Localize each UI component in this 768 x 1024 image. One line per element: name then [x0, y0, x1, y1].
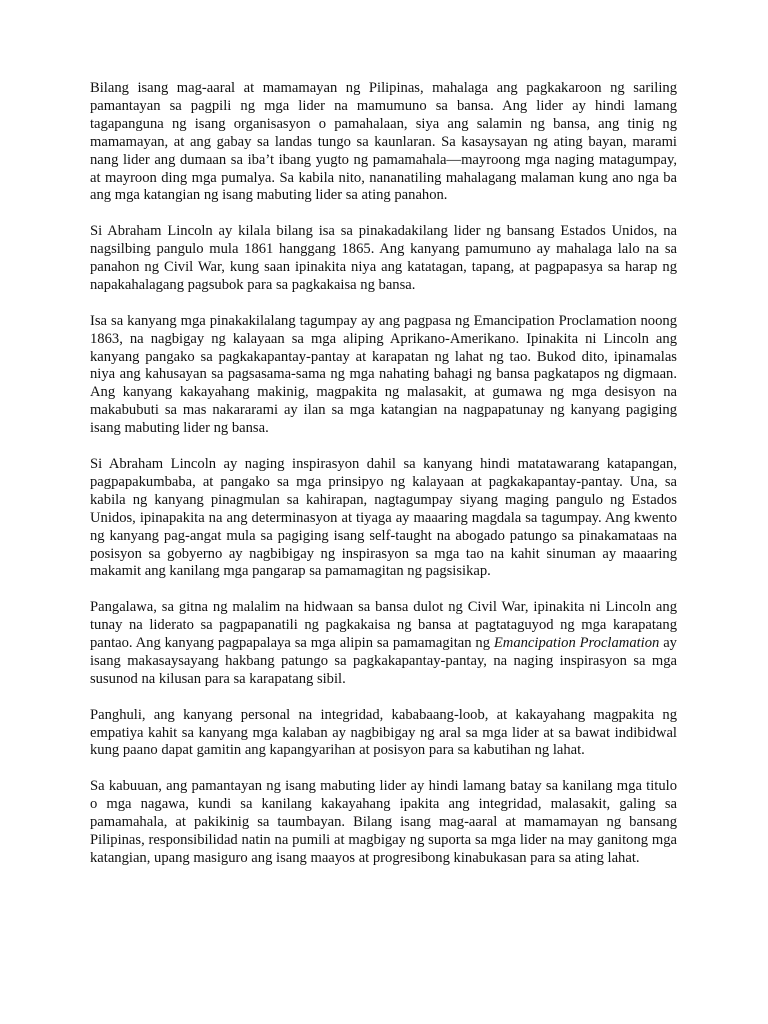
paragraph-second-text-b: ay isang makasaysayang hakbang patungo sa pagkakapantay-pantay, na naging inspirasyon sa mga susunod na kilusan para sa karapatang sibil. [90, 635, 677, 687]
paragraph-second [90, 599, 677, 689]
paragraph-conclusion: Sa kabuuan, ang pamantayan ng isang mabuting lider ay hindi lamang batay sa kanilang mga titulo o mga nagawa, kundi sa kanilang kakayahang ipakita ang integridad, malasakit, galing sa pamamahala, at pakikinig sa taumbayan. Bilang isang mag-aaral at mamamayan ng bansang Pilipinas, responsibilidad natin na pumili at magbigay ng suporta sa mga lider na may ganitong mga katangian, upang masiguro ang isang maayos at progresibong kinabukasan para sa ating lahat. [90, 778, 677, 866]
paragraph-emancipation: Isa sa kanyang mga pinakakilalang tagumpay ay ang pagpasa ng Emancipation Proclamation noong 1863, na nagbigay ng kalayaan sa mga aliping Aprikano-Amerikano. Ipinakita ni Lincoln ang kanyang pangako sa pagkakapantay-pantay at karapatan ng lahat ng tao. Bukod dito, ipinamalas niya ang kahusayan sa pagsasama-sama ng mga nahating bahagi ng bansa pagkatapos ng digmaan. Ang kanyang kakayahang makinig, magpakita ng malasakit, at gumawa ng mga desisyon na makabubuti sa mas nakararami ay ilan sa mga katangian na nagpapatunay ng kanyang pagiging isang mabuting lider ng bansa. [90, 312, 677, 437]
paragraph-second-text-a: Pangalawa, sa gitna ng malalim na hidwaan sa bansa dulot ng Civil War, ipinakita ni Lincoln ang tunay na liderato sa pagpapanatili ng pagkakaisa ng bansa at pagtataguyod ng mga karapatang pantao. Ang kanyang pagpapalaya sa mga alipin sa pamamagitan ng [90, 599, 677, 652]
document-page [90, 80, 677, 886]
paragraph-intro: Bilang isang mag-aaral at mamamayan ng Pilipinas, mahalaga ang pagkakaroon ng sariling pamantayan sa pagpili ng mga lider na mamumuno sa bansa. Ang lider ay hindi lamang tagapanguna ng isang organisasyon o pamahalaan, siya ang salamin ng bansa, ang tinig ng mamamayan, at ang gabay sa landas tungo sa kaunlaran. Sa kasaysayan ng ating bayan, marami nang lider ang dumaan sa iba’t ibang yugto ng pamamahala—mayroong mga naging matagumpay, at mayroon ding mga pumalya. Sa kabila nito, nananatiling mahalagang malaman kung ano nga ba ang mga katangian ng isang mabuting lider sa ating panahon. [90, 80, 677, 204]
paragraph-lincoln-intro: Si Abraham Lincoln ay kilala bilang isa sa pinakadakilang lider ng bansang Estados Unidos, na nagsilbing pangulo mula 1861 hanggang 1865. Ang kanyang pamumuno ay mahalaga lalo na sa panahon ng Civil War, kung saan ipinakita niya ang katatagan, tapang, at pagpapasya sa harap ng napakahalagang pagsubok para sa pagkakaisa ng bansa. [90, 223, 677, 293]
paragraph-last-point: Panghuli, ang kanyang personal na integridad, kababaang-loob, at kakayahang magpakita ng empatiya kahit sa kanyang mga kalaban ay nagbibigay ng aral sa mga lider at sa bawat indibidwal kung paano dapat gamitin ang kapangyarihan at posisyon para sa kabutihan ng lahat. [90, 706, 677, 759]
paragraph-inspiration: Si Abraham Lincoln ay naging inspirasyon dahil sa kanyang hindi matatawarang katapangan, pagpapakumbaba, at pangako sa mga prinsipyo ng kalayaan at pagkakapantay-pantay. Una, sa kabila ng kanyang pinagmulan sa kahirapan, nagtagumpay siyang maging pangulo ng Estados Unidos, ipinapakita na ang determinasyon at tiyaga ay maaaring magdala sa tagumpay. Ang kwento ng kanyang pag-angat mula sa pagiging isang self-taught na abogado patungo sa pinakamataas na posisyon sa gobyerno ay nagbibigay ng inspirasyon sa mga tao na kahit sinuman ay maaaring makamit ang kanilang mga pangarap sa pamamagitan ng pagsisikap. [90, 455, 677, 580]
emancipation-proclamation-italic: Emancipation Proclamation [493, 635, 660, 652]
